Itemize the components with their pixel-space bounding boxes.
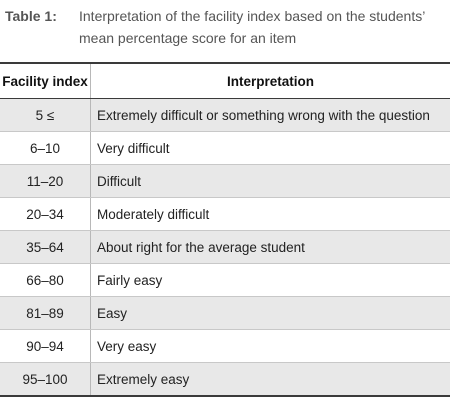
- table-row: [0, 363, 450, 397]
- facility-index-cell: 66–80: [0, 264, 91, 297]
- interpretation-cell: Very difficult: [91, 132, 451, 165]
- interpretation-cell: Fairly easy: [91, 264, 451, 297]
- facility-index-cell: 35–64: [0, 231, 91, 264]
- column-header-interpretation: Interpretation: [91, 63, 451, 99]
- table-caption-label: Table 1:: [5, 8, 57, 24]
- facility-index-cell: 81–89: [0, 297, 91, 330]
- facility-index-cell: 5 ≤: [0, 99, 91, 132]
- table-row: [0, 231, 450, 264]
- interpretation-cell: About right for the average student: [91, 231, 451, 264]
- table-caption: [5, 5, 453, 49]
- interpretation-cell: Extremely difficult or something wrong with the question: [91, 99, 451, 132]
- facility-index-cell: 90–94: [0, 330, 91, 363]
- table-caption-text: Interpretation of the facility index based on the students’ mean percentage score for an item: [79, 8, 425, 46]
- facility-index-cell: 6–10: [0, 132, 91, 165]
- table-row: [0, 99, 450, 132]
- column-header-facility-index: Facility index: [0, 63, 91, 99]
- table-row: [0, 297, 450, 330]
- table-row: [0, 330, 450, 363]
- interpretation-cell: Very easy: [91, 330, 451, 363]
- facility-index-cell: 95–100: [0, 363, 91, 397]
- facility-index-cell: 11–20: [0, 165, 91, 198]
- table-row: [0, 264, 450, 297]
- interpretation-cell: Extremely easy: [91, 363, 451, 397]
- facility-index-table: [0, 62, 450, 397]
- interpretation-cell: Moderately difficult: [91, 198, 451, 231]
- table-row: [0, 165, 450, 198]
- facility-index-cell: 20–34: [0, 198, 91, 231]
- table-header-row: [0, 63, 450, 99]
- table-row: [0, 198, 450, 231]
- interpretation-cell: Difficult: [91, 165, 451, 198]
- table-row: [0, 132, 450, 165]
- interpretation-cell: Easy: [91, 297, 451, 330]
